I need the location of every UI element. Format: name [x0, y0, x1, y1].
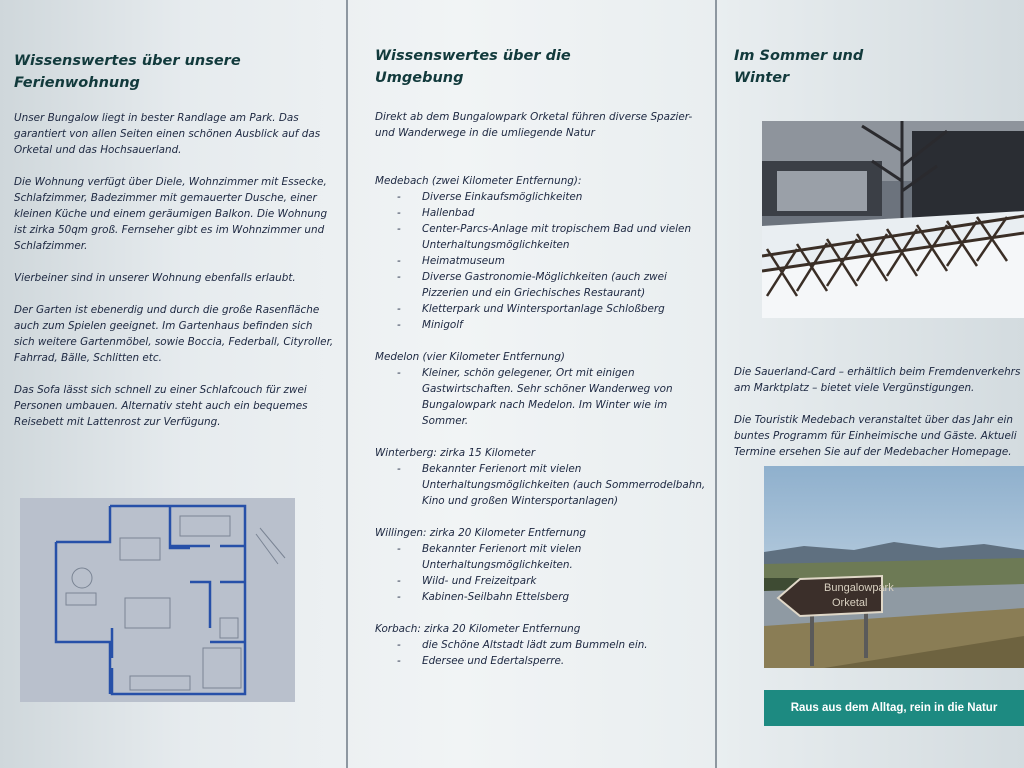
list-item: - Diverse Gastronomie-Möglichkeiten (auch zwei Pizzerien und ein Griechisches Restaurant)	[375, 269, 708, 301]
sauerland-card-line2: am Marktplatz – bietet viele Vergünstigungen.	[734, 382, 975, 394]
place-list	[375, 637, 708, 669]
list-item: - Edersee und Edertalsperre.	[375, 653, 708, 669]
place-list	[375, 365, 708, 429]
place-list	[375, 189, 708, 333]
sommer-winter-title-line2: Winter	[734, 70, 790, 86]
touristik-line1: Die Touristik Medebach veranstaltet über das Jahr ein	[734, 414, 1013, 426]
list-item: - Bekannter Ferienort mit vielen Unterhaltungsmöglichkeiten (auch Sommerrodelbahn, Kino und großen Wintersportanlagen)	[375, 461, 708, 509]
place-heading: Winterberg: zirka 15 Kilometer	[375, 447, 536, 459]
umgebung-title	[375, 45, 708, 89]
paragraph-schlafcouch: Das Sofa lässt sich schnell zu einer Schlafcouch für zwei Personen umbauen. Alternativ steht auch ein bequemes Reisebett mit Lattenrost zur Verfügung.	[14, 384, 308, 428]
sign-text-line2: Orketal	[832, 597, 868, 609]
place-korbach	[375, 621, 708, 669]
umgebung-title-line2: Umgebung	[375, 70, 464, 86]
place-heading: Medelon (vier Kilometer Entfernung)	[375, 351, 565, 363]
list-item: - die Schöne Altstadt lädt zum Bummeln ein.	[375, 637, 708, 653]
list-item: - Minigolf	[375, 317, 708, 333]
floorplan-image	[20, 498, 295, 702]
ferienwohnung-title-line2: Ferienwohnung	[14, 75, 140, 91]
touristik-line2: buntes Programm für Einheimische und Gäste. Aktueli	[734, 430, 1017, 442]
place-heading: Korbach: zirka 20 Kilometer Entfernung	[375, 623, 581, 635]
sommer-winter-title	[734, 45, 1024, 89]
place-heading: Medebach (zwei Kilometer Entfernung):	[375, 175, 582, 187]
place-list	[375, 461, 708, 509]
place-willingen	[375, 525, 708, 605]
column-umgebung	[348, 0, 716, 768]
summer-photo	[764, 466, 1024, 668]
list-item: - Center-Parcs-Anlage mit tropischem Bad und vielen Unterhaltungsmöglichkeiten	[375, 221, 708, 253]
ferienwohnung-title-line1: Wissenswertes über unsere	[14, 53, 241, 69]
place-heading: Willingen: zirka 20 Kilometer Entfernung	[375, 527, 587, 539]
list-item: - Kabinen-Seilbahn Ettelsberg	[375, 589, 708, 605]
place-medebach	[375, 173, 708, 333]
paragraph-ausstattung: Die Wohnung verfügt über Diele, Wohnzimmer mit Essecke, Schlafzimmer, Badezimmer mit gemauerter Dusche, einer kleinen Küche und einem geräumigen Balkon. Die Wohnung ist zirka 50qm groß. Fernseher gibt es im Wohnzimmer und Schlafzimmer.	[14, 176, 328, 252]
winter-photo	[762, 121, 1024, 318]
list-item: - Wild- und Freizeitpark	[375, 573, 708, 589]
paragraph-lage: Unser Bungalow liegt in bester Randlage am Park. Das garantiert von allen Seiten einen schönen Ausblick auf das Orketal und das Hochsauerland.	[14, 112, 321, 156]
place-winterberg	[375, 445, 708, 509]
paragraph-sauerland-card	[734, 364, 1024, 396]
touristik-line3: Termine ersehen Sie auf der Medebacher Homepage.	[734, 446, 1012, 458]
list-item: - Heimatmuseum	[375, 253, 708, 269]
list-item: - Diverse Einkaufsmöglichkeiten	[375, 189, 708, 205]
place-list	[375, 541, 708, 605]
place-medelon	[375, 349, 708, 429]
umgebung-intro: Direkt ab dem Bungalowpark Orketal führen diverse Spazier- und Wanderwege in die umliegende Natur	[375, 111, 693, 139]
list-item: - Bekannter Ferienort mit vielen Unterhaltungsmöglichkeiten.	[375, 541, 708, 573]
paragraph-garten: Der Garten ist ebenerdig und durch die große Rasenfläche auch zum Spielen geeignet. Im Gartenhaus befinden sich sich weitere Gartenmöbel, sowie Boccia, Federball, Cityroller, Fahrrad, Bälle, Schlitten etc.	[14, 304, 334, 364]
list-item: - Kleiner, schön gelegener, Ort mit einigen Gastwirtschaften. Sehr schöner Wanderweg von Bungalowpark nach Medelon. Im Winter wie im Sommer.	[375, 365, 708, 429]
sommer-winter-title-line1: Im Sommer und	[734, 48, 864, 64]
slogan-banner: Raus aus dem Alltag, rein in die Natur	[764, 690, 1024, 726]
umgebung-title-line1: Wissenswertes über die	[375, 48, 571, 64]
paragraph-touristik	[734, 412, 1024, 460]
ferienwohnung-title	[14, 50, 334, 94]
list-item: - Hallenbad	[375, 205, 708, 221]
list-item: - Kletterpark und Wintersportanlage Schloßberg	[375, 301, 708, 317]
paragraph-haustiere: Vierbeiner sind in unserer Wohnung ebenfalls erlaubt.	[14, 272, 296, 284]
sign-text-line1: Bungalowpark	[824, 582, 894, 594]
sauerland-card-line1: Die Sauerland-Card – erhältlich beim Fremdenverkehrs	[734, 366, 1021, 378]
